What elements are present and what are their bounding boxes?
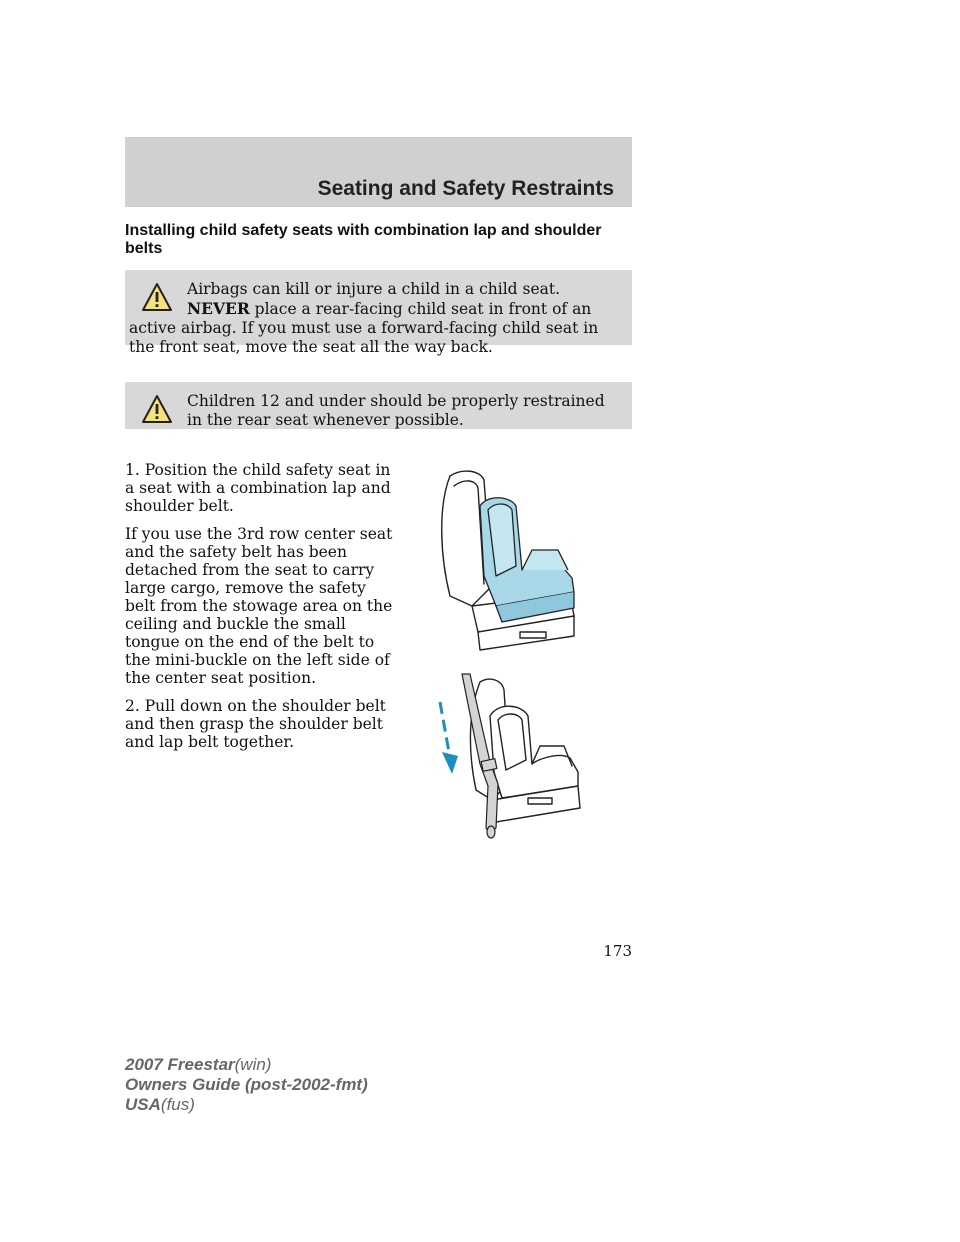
footer-model-code: (win) xyxy=(234,1055,272,1074)
warning-text-never: NEVER xyxy=(187,299,250,318)
shoulder-belt-illustration xyxy=(432,672,582,844)
header-band xyxy=(125,137,632,207)
warning-box-children xyxy=(125,382,632,429)
warning-box-airbag xyxy=(125,270,632,356)
step-1: 1. Position the child safety seat in a seat with a combination lap and shoulder belt. xyxy=(125,461,391,515)
instructions xyxy=(125,461,395,761)
document-footer xyxy=(125,1055,368,1115)
page-number: 173 xyxy=(603,942,632,960)
section-heading: Installing child safety seats with combination lap and shoulder belts xyxy=(125,222,602,257)
warning-icon xyxy=(141,394,173,424)
footer-market: USA xyxy=(125,1095,161,1114)
child-seat-illustration xyxy=(432,466,582,656)
footer-market-code: (fus) xyxy=(160,1095,195,1114)
warning-text: Children 12 and under should be properly restrained in the rear seat whenever possible. xyxy=(187,392,605,429)
warning-icon xyxy=(141,282,173,312)
step-2: 2. Pull down on the shoulder belt and then grasp the shoulder belt and lap belt together. xyxy=(125,697,386,751)
warning-text-post: place a rear-facing child seat in front of an active airbag. If you must use a forward-facing child seat in the front seat, move the seat all the way back. xyxy=(129,300,599,356)
pull-down-arrow-icon xyxy=(440,702,458,774)
page-header-title: Seating and Safety Restraints xyxy=(317,177,614,200)
footer-guide: Owners Guide (post-2002-fmt) xyxy=(125,1075,368,1094)
footer-model: 2007 Freestar xyxy=(125,1055,235,1074)
warning-text-pre: Airbags can kill or injure a child in a child seat. xyxy=(187,280,561,298)
step-note: If you use the 3rd row center seat and the safety belt has been detached from the seat to carry large cargo, remove the safety belt from the stowage area on the ceiling and buckle the small tongue on the end of the belt to the mini-buckle on the left side of the center seat position. xyxy=(125,525,393,687)
